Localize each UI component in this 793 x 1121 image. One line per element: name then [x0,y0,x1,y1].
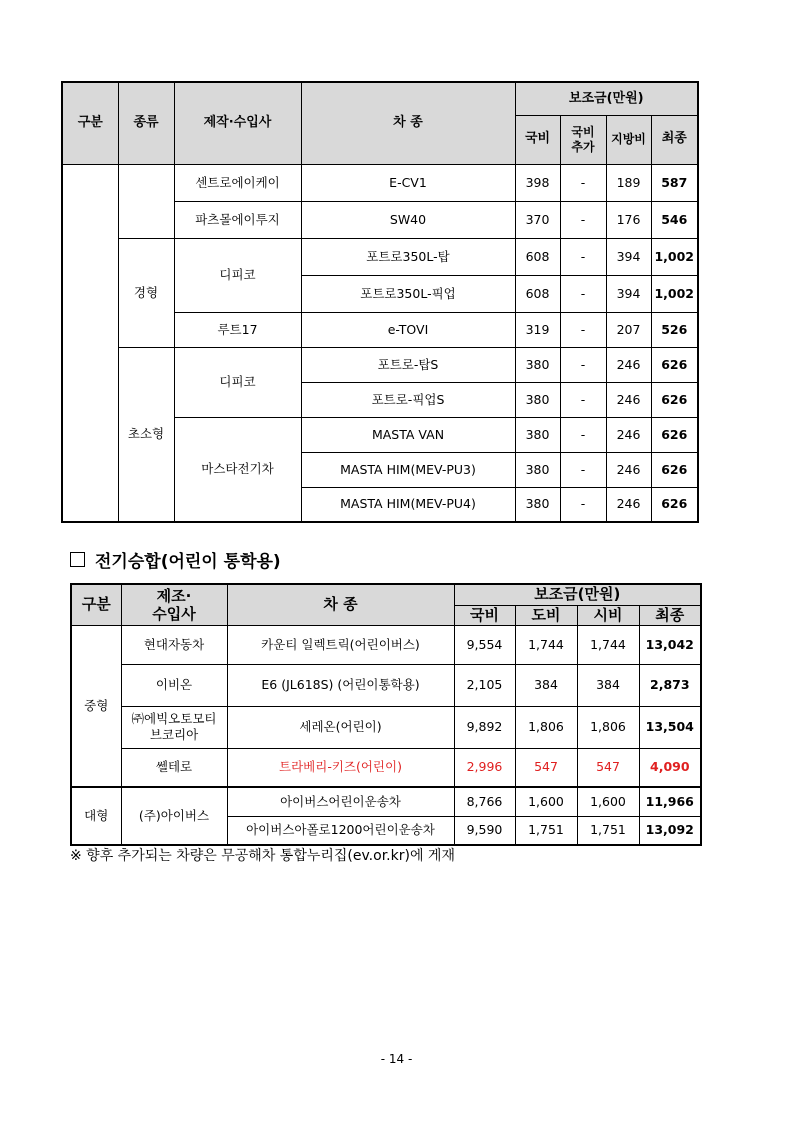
extra-cell: - [560,164,606,201]
city-cell: 1,806 [577,706,639,748]
maker-cell: 쎌테로 [121,748,227,787]
section-title [70,547,281,572]
maker-cell: 센트로에이케이 [174,164,301,201]
city-cell: 1,744 [577,625,639,664]
section-title-text: 전기승합(어린이 통학용) [95,552,281,572]
maker-cell: 이비온 [121,664,227,706]
header-city: 시비 [577,605,639,625]
model-cell: E6 (JL618S) (어린이통학용) [227,664,454,706]
model-cell: 카운티 일렉트릭(어린이버스) [227,625,454,664]
model-cell: 포트로350L-픽업 [301,275,515,312]
local-cell: 246 [606,347,651,382]
final-cell: 587 [651,164,698,201]
final-cell: 4,090 [639,748,701,787]
model-cell: 아이버스아폴로1200어린이운송차 [227,816,454,845]
subsidy-table-ultrasmall [61,81,699,523]
extra-cell: - [560,201,606,238]
province-cell: 547 [515,748,577,787]
header-category: 구분 [62,82,118,164]
national-cell: 608 [515,275,560,312]
maker-cell: 파츠몰에이투지 [174,201,301,238]
national-cell: 608 [515,238,560,275]
maker-cell: 디피코 [174,238,301,312]
final-cell: 546 [651,201,698,238]
model-cell: MASTA HIM(MEV-PU4) [301,487,515,522]
extra-cell: - [560,347,606,382]
maker-cell: ㈜에빅오토모티 브코리아 [121,706,227,748]
city-cell: 1,751 [577,816,639,845]
header-category: 구분 [71,584,121,625]
extra-cell: - [560,382,606,417]
header-maker: 제조· 수입사 [121,584,227,625]
category-cell: 대형 [71,787,121,845]
category-cell: 중형 [71,625,121,787]
header-national: 국비 [515,115,560,164]
header-subsidy: 보조금(만원) [515,82,698,115]
model-cell: 세레온(어린이) [227,706,454,748]
local-cell: 246 [606,452,651,487]
national-cell: 398 [515,164,560,201]
extra-cell: - [560,452,606,487]
model-cell: 포트로-탑S [301,347,515,382]
extra-cell: - [560,275,606,312]
local-cell: 394 [606,238,651,275]
final-cell: 526 [651,312,698,347]
header-national-extra: 국비 추가 [560,115,606,164]
type-cell: 경형 [118,238,174,347]
local-cell: 246 [606,417,651,452]
city-cell: 547 [577,748,639,787]
extra-cell: - [560,487,606,522]
local-cell: 176 [606,201,651,238]
final-cell: 626 [651,417,698,452]
extra-cell: - [560,238,606,275]
model-cell: 아이버스어린이운송차 [227,787,454,816]
header-province: 도비 [515,605,577,625]
final-cell: 2,873 [639,664,701,706]
national-cell: 2,996 [454,748,515,787]
province-cell: 1,744 [515,625,577,664]
national-cell: 380 [515,347,560,382]
national-cell: 380 [515,382,560,417]
maker-cell: 마스타전기차 [174,417,301,522]
national-cell: 8,766 [454,787,515,816]
local-cell: 207 [606,312,651,347]
maker-cell: (주)아이버스 [121,787,227,845]
national-cell: 9,590 [454,816,515,845]
national-cell: 380 [515,452,560,487]
national-cell: 9,554 [454,625,515,664]
checkbox-icon [70,552,85,567]
header-subsidy: 보조금(만원) [454,584,701,605]
maker-cell: 루트17 [174,312,301,347]
header-maker: 제작·수입사 [174,82,301,164]
model-cell: 포트로350L-탑 [301,238,515,275]
national-cell: 2,105 [454,664,515,706]
page-number: - 14 - [380,1052,413,1066]
header-final: 최종 [639,605,701,625]
final-cell: 626 [651,382,698,417]
type-cell-empty [118,164,174,238]
province-cell: 1,600 [515,787,577,816]
national-cell: 380 [515,487,560,522]
header-local: 지방비 [606,115,651,164]
model-cell: MASTA HIM(MEV-PU3) [301,452,515,487]
national-cell: 380 [515,417,560,452]
category-cell [62,164,118,522]
national-cell: 370 [515,201,560,238]
local-cell: 246 [606,487,651,522]
footnote: ※ 향후 추가되는 차량은 무공해차 통합누리집(ev.or.kr)에 게재 [70,848,455,864]
national-cell: 9,892 [454,706,515,748]
local-cell: 189 [606,164,651,201]
province-cell: 1,806 [515,706,577,748]
header-national: 국비 [454,605,515,625]
national-cell: 319 [515,312,560,347]
province-cell: 1,751 [515,816,577,845]
header-model: 차 종 [227,584,454,625]
model-cell: 포트로-픽업S [301,382,515,417]
header-model: 차 종 [301,82,515,164]
model-cell: MASTA VAN [301,417,515,452]
type-cell: 초소형 [118,347,174,522]
header-final: 최종 [651,115,698,164]
final-cell: 13,092 [639,816,701,845]
local-cell: 246 [606,382,651,417]
final-cell: 11,966 [639,787,701,816]
local-cell: 394 [606,275,651,312]
city-cell: 384 [577,664,639,706]
final-cell: 1,002 [651,238,698,275]
final-cell: 13,042 [639,625,701,664]
extra-cell: - [560,417,606,452]
final-cell: 626 [651,487,698,522]
maker-cell: 현대자동차 [121,625,227,664]
final-cell: 626 [651,452,698,487]
extra-cell: - [560,312,606,347]
city-cell: 1,600 [577,787,639,816]
header-type: 종류 [118,82,174,164]
model-cell: 트라베리-키즈(어린이) [227,748,454,787]
model-cell: E-CV1 [301,164,515,201]
model-cell: SW40 [301,201,515,238]
final-cell: 626 [651,347,698,382]
final-cell: 13,504 [639,706,701,748]
maker-cell: 디피코 [174,347,301,417]
province-cell: 384 [515,664,577,706]
final-cell: 1,002 [651,275,698,312]
model-cell: e-TOVI [301,312,515,347]
subsidy-table-school-bus [70,583,702,846]
